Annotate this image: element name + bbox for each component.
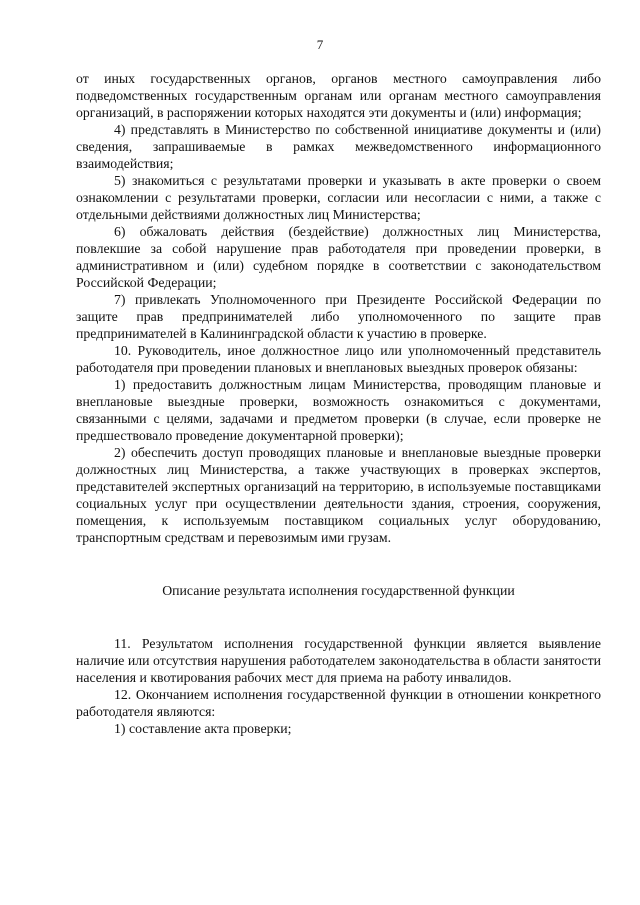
paragraph-completion-1: 1) составление акта проверки; [114,721,292,736]
paragraph-section-10: 10. Руководитель, иное должностное лицо или уполномоченный представитель работодателя при проведении плановых и внеплановых выездных проверок обязаны: [76,343,601,375]
paragraph-item-6: 6) обжаловать действия (бездействие) должностных лиц Министерства, повлекшие за собой нарушение прав работодателя при проведении проверки, в административном и (или) судебном порядке в соответствии с законодательством Российской Федерации; [76,224,601,290]
paragraph-item-5: 5) знакомиться с результатами проверки и указывать в акте проверки о своем ознакомлении с результатами проверки, согласии или несогласии с ними, а также с отдельными действиями должностных лиц Министерства; [76,173,601,222]
paragraph-item-7: 7) привлекать Уполномоченного при Президенте Российской Федерации по защите прав предпринимателей либо уполномоченного по защите прав предпринимателей в Калининградской области к участию в проверке. [76,292,601,341]
paragraph-section-11: 11. Результатом исполнения государственной функции является выявление наличие или отсутствия нарушения работодателем законодательства в области занятости населения и квотирования рабочих мест для приема на работу инвалидов. [76,636,601,685]
paragraph-obligation-2: 2) обеспечить доступ проводящих плановые и внеплановые выездные проверки должностных лиц Министерства, а также участвующих в проверках экспертов, представителей экспертных организаций на территорию, в используемые поставщиками социальных услуг при осуществлении деятельности здания, строения, сооружения, помещения, к используемым поставщиком социальных услуг оборудованию, транспортным средствам и перевозимым ими грузам. [76,445,601,545]
paragraph-section-12: 12. Окончанием исполнения государственной функции в отношении конкретного работодателя являются: [76,687,601,719]
paragraph-item-4: 4) представлять в Министерство по собственной инициативе документы и (или) сведения, запрашиваемые в рамках межведомственного информационного взаимодействия; [76,122,601,171]
document-body [76,70,601,737]
section-heading: Описание результата исполнения государственной функции [162,583,515,598]
paragraph-continuation: от иных государственных органов, органов местного самоуправления либо подведомственных государственным органам или органам местного самоуправления организаций, в распоряжении которых находятся эти документы и (или) информация; [76,71,601,120]
page-number: 7 [316,37,324,52]
paragraph-obligation-1: 1) предоставить должностным лицам Министерства, проводящим плановые и внеплановые выездные проверки, возможность ознакомиться с документами, связанными с целями, задачами и предметом проверки (в случае, если проверке не предшествовало проведение документарной проверки); [76,377,601,443]
